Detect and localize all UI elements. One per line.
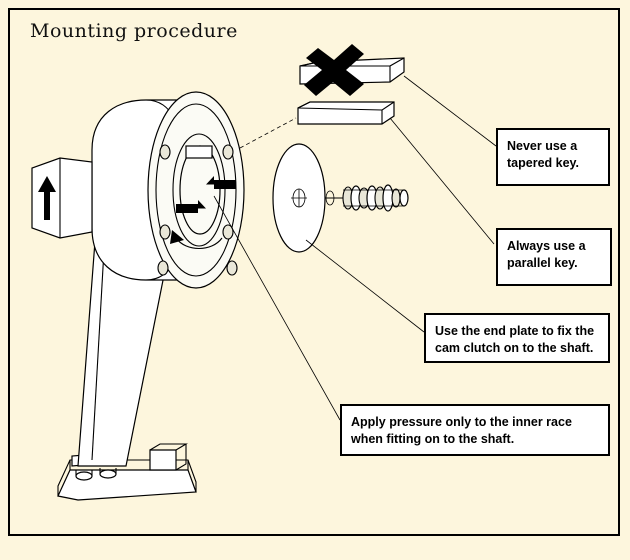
callout-never-tapered-key: Never use a tapered key. [496, 128, 610, 186]
leader-pressure [214, 196, 340, 420]
shaft-assembly [325, 185, 408, 211]
page-title: Mounting procedure [30, 20, 238, 42]
left-lug-arrow [32, 158, 92, 238]
leader-endplate [306, 240, 424, 332]
mounting-flange [148, 92, 244, 288]
leader-always [390, 118, 494, 244]
callout-always-parallel-key: Always use a parallel key. [496, 228, 612, 286]
leader-never [404, 76, 496, 146]
leader-keyway [240, 118, 296, 148]
parallel-key [298, 102, 394, 124]
end-plate [273, 144, 325, 252]
callout-end-plate: Use the end plate to fix the cam clutch on to the shaft. [424, 313, 610, 363]
callout-inner-race-pressure: Apply pressure only to the inner race when fitting on to the shaft. [340, 404, 610, 456]
